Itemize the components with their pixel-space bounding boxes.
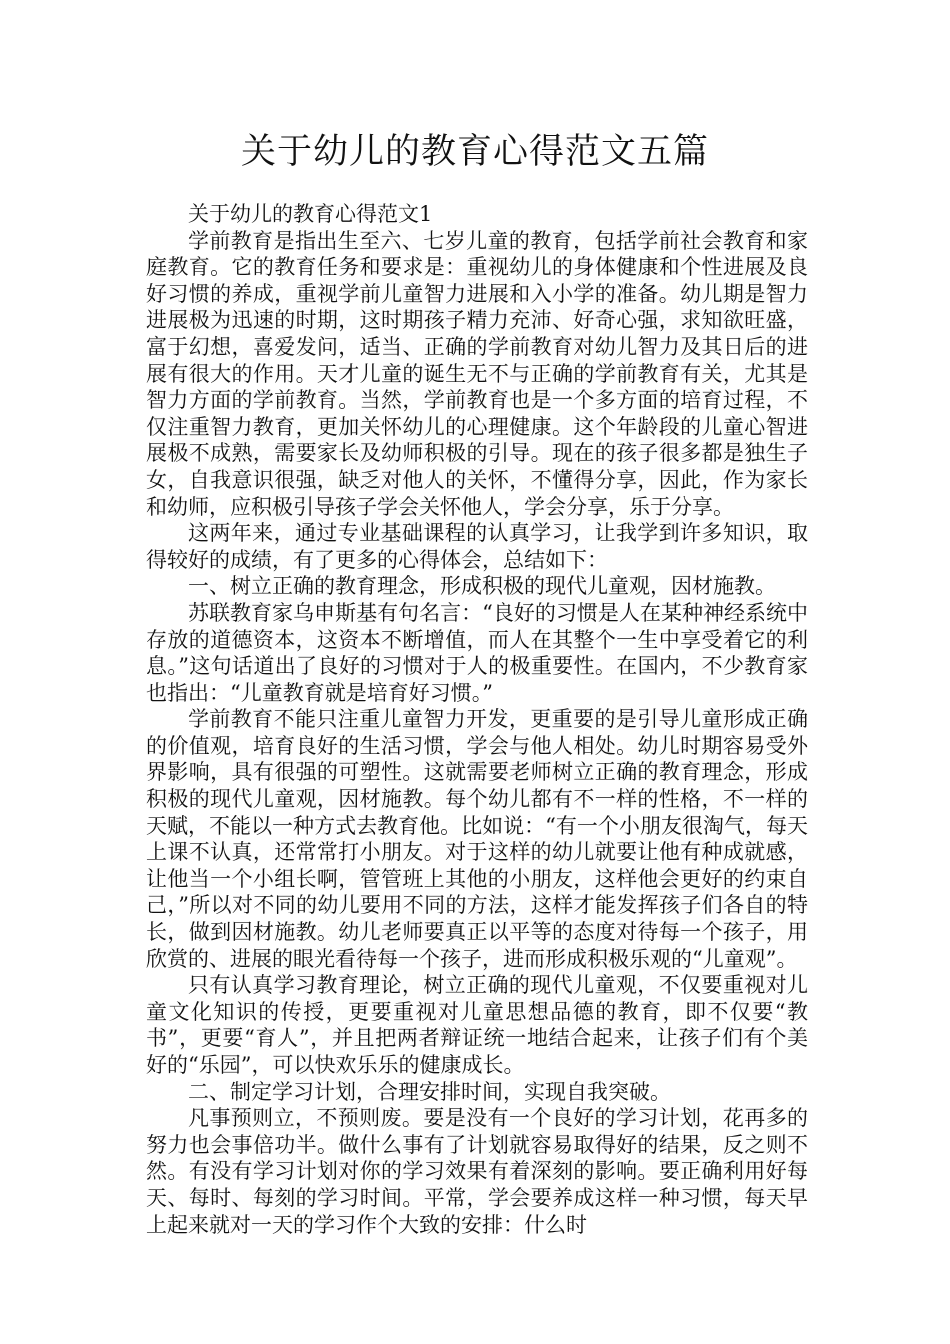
paragraph: 只有认真学习教育理论，树立正确的现代儿童观，不仅要重视对儿童文化知识的传授，更要重视对儿童思想品德的教育，即不仅要“教书”，更要“育人”，并且把两者辩证统一地结合起来，让孩子们有个美好的“乐园”，可以快欢乐乐的健康成长。 [146,973,808,1077]
page-title: 关于幼儿的教育心得范文五篇 [240,132,709,172]
paragraph: 这两年来，通过专业基础课程的认真学习，让我学到许多知识，取得较好的成绩，有了更多的心得体会，总结如下： [146,521,808,572]
section-heading: 关于幼儿的教育心得范文1 [188,202,433,226]
document-body [146,201,808,1238]
section-heading: 二、制定学习计划，合理安排时间，实现自我突破。 [188,1079,671,1104]
paragraph: 学前教育是指出生至六、七岁儿童的教育，包括学前社会教育和家庭教育。它的教育任务和要求是：重视幼儿的身体健康和个性进展及良好习惯的养成，重视学前儿童智力进展和入小学的准备。幼儿期是智力进展极为迅速的时期，这时期孩子精力充沛、好奇心强，求知欲旺盛，富于幻想，喜爱发问，适当、正确的学前教育对幼儿智力及其日后的进展有很大的作用。天才儿童的诞生无不与正确的学前教育有关，尤其是智力方面的学前教育。当然，学前教育也是一个多方面的培育过程，不仅注重智力教育，更加关怀幼儿的心理健康。这个年龄段的儿童心智进展极不成熟，需要家长及幼师积极的引导。现在的孩子很多都是独生子女，自我意识很强，缺乏对他人的关怀，不懂得分享，因此，作为家长和幼师，应积极引导孩子学会关怀他人，学会分享，乐于分享。 [146,228,808,519]
paragraph: 学前教育不能只注重儿童智力开发，更重要的是引导儿童形成正确的价值观，培育良好的生活习惯，学会与他人相处。幼儿时期容易受外界影响，具有很强的可塑性。这就需要老师树立正确的教育理念，形成积极的现代儿童观，因材施教。每个幼儿都有不一样的性格，不一样的天赋，不能以一种方式去教育他。比如说：“有一个小朋友很淘气，每天上课不认真，还常常打小朋友。对于这样的幼儿就要让他有种成就感，让他当一个小组长啊，管管班上其他的小朋友，这样他会更好的约束自己，”所以对不同的幼儿要用不同的方法，这样才能发挥孩子们各自的特长，做到因材施教。幼儿老师要真正以平等的态度对待每一个孩子，用欣赏的、进展的眼光看待每一个孩子，进而形成积极乐观的“儿童观”。 [146,707,808,971]
paragraph: 凡事预则立，不预则废。要是没有一个良好的学习计划，花再多的努力也会事倍功半。做什么事有了计划就容易取得好的结果，反之则不然。有没有学习计划对你的学习效果有着深刻的影响。要正确利用好每天、每时、每刻的学习时间。平常，学会要养成这样一种习惯，每天早上起来就对一天的学习作个大致的安排：什么时 [146,1106,808,1237]
section-heading: 一、树立正确的教育理念，形成积极的现代儿童观，因材施教。 [188,574,776,599]
paragraph: 苏联教育家乌申斯基有句名言：“良好的习惯是人在某种神经系统中存放的道德资本，这资本不断增值，而人在其整个一生中享受着它的利息。”这句话道出了良好的习惯对于人的极重要性。在国内，不少教育家也指出：“儿童教育就是培育好习惯。” [146,600,808,705]
